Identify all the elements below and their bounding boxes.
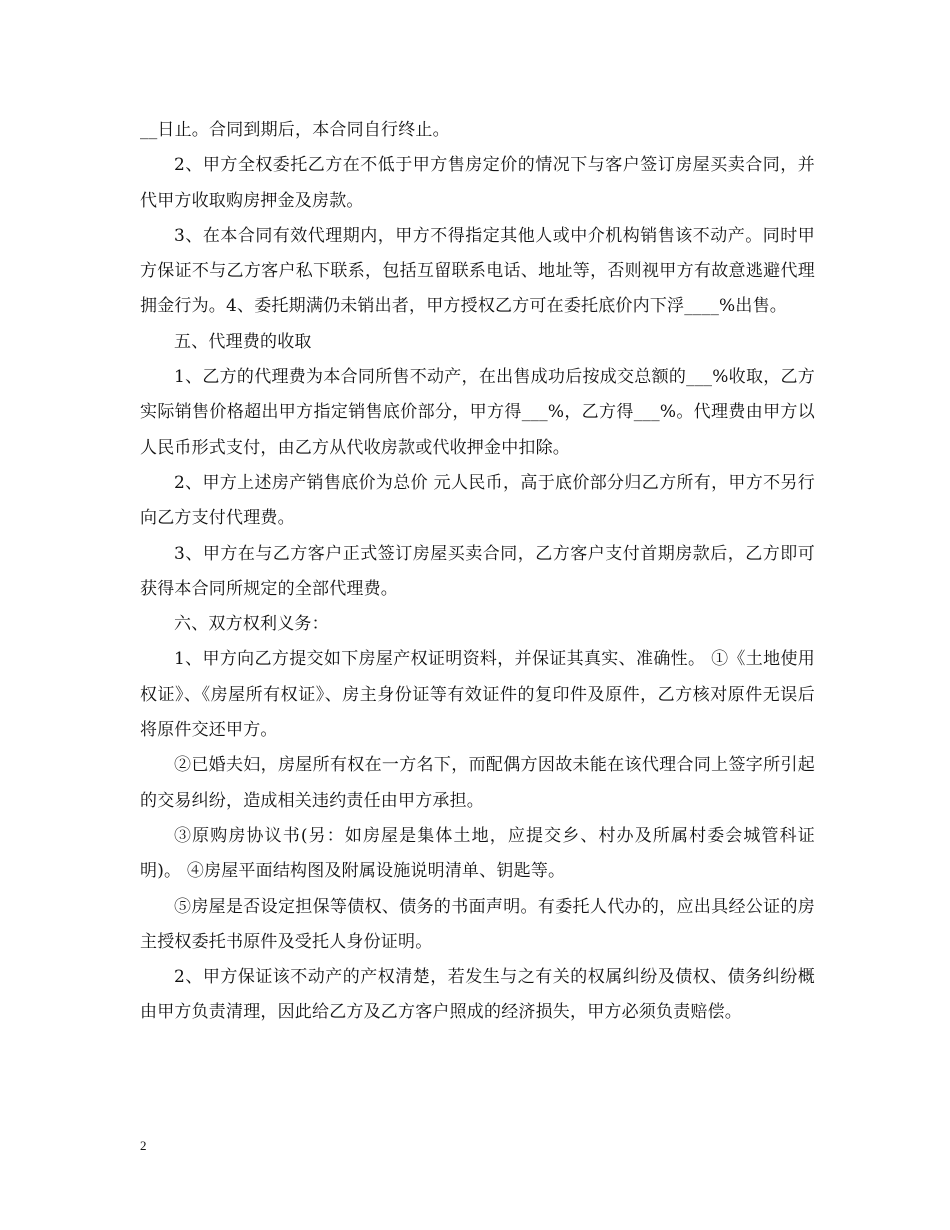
paragraph: 2、甲方上述房产销售底价为总价 元人民币，高于底价部分归乙方所有，甲方不另行向乙方支付代理费。 [140, 472, 815, 529]
paragraph: 3、在本合同有效代理期内，甲方不得指定其他人或中介机构销售该不动产。同时甲方保证不与乙方客户私下联系，包括互留联系电话、地址等，否则视甲方有故意逃避代理拥金行为。4、委托期满仍未销出者，甲方授权乙方可在委托底价内下浮____%出售。 [140, 225, 815, 317]
page-number: 2 [140, 1138, 147, 1153]
paragraph: 3、甲方在与乙方客户正式签订房屋买卖合同，乙方客户支付首期房款后，乙方即可获得本合同所规定的全部代理费。 [140, 543, 815, 599]
paragraph: 1、乙方的代理费为本合同所售不动产，在出售成功后按成交总额的___%收取，乙方实际销售价格超出甲方指定销售底价部分，甲方得___%，乙方得___%。代理费由甲方以人民币形式支付，由乙方从代收房款或代收押金中扣除。 [140, 367, 815, 458]
paragraph: ②已婚夫妇，房屋所有权在一方名下，而配偶方因故未能在该代理合同上签字所引起的交易纠纷，造成相关违约责任由甲方承担。 [140, 755, 815, 811]
paragraph: 2、甲方全权委托乙方在不低于甲方售房定价的情况下与客户签订房屋买卖合同，并代甲方收取购房押金及房款。 [140, 155, 815, 211]
document-body [140, 113, 815, 1031]
paragraph: ⑤房屋是否设定担保等债权、债务的书面声明。有委托人代办的，应出具经公证的房主授权委托书原件及受托人身份证明。 [140, 896, 815, 952]
paragraph: 2、甲方保证该不动产的产权清楚，若发生与之有关的权属纠纷及债权、债务纠纷概由甲方负责清理，因此给乙方及乙方客户照成的经济损失，甲方必须负责赔偿。 [140, 967, 815, 1023]
section-heading: 六、双方权利义务： [174, 614, 329, 635]
section-heading: 五、代理费的收取 [174, 331, 312, 352]
paragraph: __日止。合同到期后，本合同自行终止。 [140, 120, 450, 140]
paragraph: 1、甲方向乙方提交如下房屋产权证明资料，并保证其真实、准确性。 ①《土地使用权证》、《房屋所有权证》、房主身份证等有效证件的复印件及原件，乙方核对原件无误后将原件交还甲方。 [140, 649, 815, 741]
paragraph: ③原购房协议书(另：如房屋是集体土地，应提交乡、村办及所属村委会城管科证明)。 ④房屋平面结构图及附属设施说明清单、钥匙等。 [140, 825, 815, 882]
